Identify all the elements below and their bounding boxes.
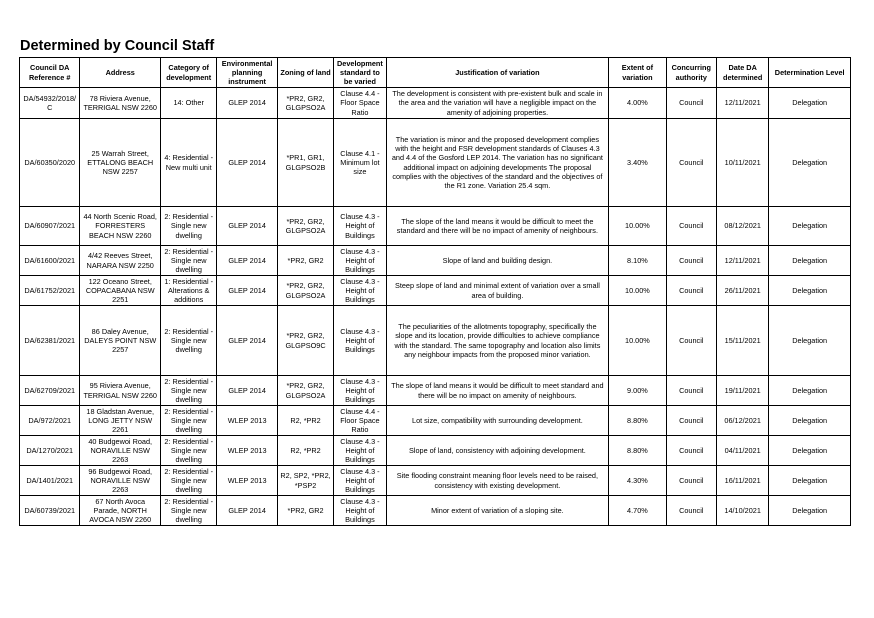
development-standard-cell: Clause 4.3 - Height of Buildings <box>334 436 386 466</box>
justification-cell: The slope of land means it would be difficult to meet standard and there will be no impact on amenity of neighbours. <box>386 376 609 406</box>
planning-instrument-cell: GLEP 2014 <box>217 306 277 376</box>
planning-instrument-cell: WLEP 2013 <box>217 436 277 466</box>
address-cell: 4/42 Reeves Street, NARARA NSW 2250 <box>80 246 161 276</box>
planning-instrument-cell: WLEP 2013 <box>217 466 277 496</box>
table-row <box>20 466 851 496</box>
concurring-authority-cell: Council <box>666 376 716 406</box>
zoning-cell: R2, *PR2 <box>277 436 333 466</box>
table-row <box>20 246 851 276</box>
determination-level-cell: Delegation <box>769 376 851 406</box>
column-header: Council DA Reference # <box>20 58 80 88</box>
justification-cell: Slope of land, consistency with adjoining development. <box>386 436 609 466</box>
address-cell: 86 Daley Avenue, DALEYS POINT NSW 2257 <box>80 306 161 376</box>
determination-level-cell: Delegation <box>769 406 851 436</box>
category-cell: 14: Other <box>161 88 217 119</box>
table-row <box>20 88 851 119</box>
da-reference-cell: DA/54932/2018/C <box>20 88 80 119</box>
date-determined-cell: 16/11/2021 <box>716 466 768 496</box>
da-reference-cell: DA/62381/2021 <box>20 306 80 376</box>
concurring-authority-cell: Council <box>666 496 716 526</box>
table-row <box>20 276 851 306</box>
date-determined-cell: 12/11/2021 <box>716 88 768 119</box>
table-row <box>20 496 851 526</box>
column-header: Determination Level <box>769 58 851 88</box>
column-header: Justification of variation <box>386 58 609 88</box>
date-determined-cell: 26/11/2021 <box>716 276 768 306</box>
development-standard-cell: Clause 4.3 - Height of Buildings <box>334 376 386 406</box>
category-cell: 1: Residential - Alterations & additions <box>161 276 217 306</box>
table-row <box>20 306 851 376</box>
development-standard-cell: Clause 4.3 - Height of Buildings <box>334 207 386 246</box>
column-header: Zoning of land <box>277 58 333 88</box>
concurring-authority-cell: Council <box>666 88 716 119</box>
justification-cell: Minor extent of variation of a sloping site. <box>386 496 609 526</box>
extent-of-variation-cell: 8.10% <box>609 246 666 276</box>
development-standard-cell: Clause 4.3 - Height of Buildings <box>334 246 386 276</box>
table-row <box>20 406 851 436</box>
category-cell: 2: Residential - Single new dwelling <box>161 496 217 526</box>
zoning-cell: *PR2, GR2, GLGPSO2A <box>277 276 333 306</box>
column-header: Development standard to be varied <box>334 58 386 88</box>
column-header: Address <box>80 58 161 88</box>
da-reference-cell: DA/62709/2021 <box>20 376 80 406</box>
concurring-authority-cell: Council <box>666 436 716 466</box>
extent-of-variation-cell: 10.00% <box>609 306 666 376</box>
address-cell: 40 Budgewoi Road, NORAVILLE NSW 2263 <box>80 436 161 466</box>
address-cell: 25 Warrah Street, ETTALONG BEACH NSW 2257 <box>80 119 161 207</box>
concurring-authority-cell: Council <box>666 406 716 436</box>
planning-instrument-cell: GLEP 2014 <box>217 119 277 207</box>
zoning-cell: *PR2, GR2, GLGPSO9C <box>277 306 333 376</box>
category-cell: 2: Residential - Single new dwelling <box>161 466 217 496</box>
date-determined-cell: 06/12/2021 <box>716 406 768 436</box>
header-row <box>20 58 851 88</box>
justification-cell: Lot size, compatibility with surrounding development. <box>386 406 609 436</box>
date-determined-cell: 10/11/2021 <box>716 119 768 207</box>
justification-cell: The development is consistent with pre-existent bulk and scale in the area and the variation will have a negligible impact on the amenity of adjoining properties. <box>386 88 609 119</box>
planning-instrument-cell: GLEP 2014 <box>217 376 277 406</box>
column-header: Environmental planning instrument <box>217 58 277 88</box>
date-determined-cell: 08/12/2021 <box>716 207 768 246</box>
determination-level-cell: Delegation <box>769 88 851 119</box>
development-standard-cell: Clause 4.3 - Height of Buildings <box>334 496 386 526</box>
determination-level-cell: Delegation <box>769 496 851 526</box>
extent-of-variation-cell: 4.00% <box>609 88 666 119</box>
determination-level-cell: Delegation <box>769 306 851 376</box>
zoning-cell: *PR2, GR2 <box>277 496 333 526</box>
da-reference-cell: DA/61752/2021 <box>20 276 80 306</box>
column-header: Extent of variation <box>609 58 666 88</box>
address-cell: 44 North Scenic Road, FORRESTERS BEACH NSW 2260 <box>80 207 161 246</box>
address-cell: 67 North Avoca Parade, NORTH AVOCA NSW 2260 <box>80 496 161 526</box>
date-determined-cell: 12/11/2021 <box>716 246 768 276</box>
determination-level-cell: Delegation <box>769 276 851 306</box>
extent-of-variation-cell: 4.30% <box>609 466 666 496</box>
development-standard-cell: Clause 4.1 - Minimum lot size <box>334 119 386 207</box>
extent-of-variation-cell: 8.80% <box>609 406 666 436</box>
date-determined-cell: 19/11/2021 <box>716 376 768 406</box>
justification-cell: Site flooding constraint meaning floor levels need to be raised, consistency with existing development. <box>386 466 609 496</box>
address-cell: 122 Oceano Street, COPACABANA NSW 2251 <box>80 276 161 306</box>
determination-level-cell: Delegation <box>769 436 851 466</box>
planning-instrument-cell: GLEP 2014 <box>217 276 277 306</box>
zoning-cell: *PR2, GR2 <box>277 246 333 276</box>
da-reference-cell: DA/60350/2020 <box>20 119 80 207</box>
concurring-authority-cell: Council <box>666 207 716 246</box>
da-reference-cell: DA/60739/2021 <box>20 496 80 526</box>
development-standard-cell: Clause 4.4 - Floor Space Ratio <box>334 406 386 436</box>
category-cell: 2: Residential - Single new dwelling <box>161 436 217 466</box>
category-cell: 2: Residential - Single new dwelling <box>161 207 217 246</box>
justification-cell: Slope of land and building design. <box>386 246 609 276</box>
zoning-cell: *PR2, GR2, GLGPSO2A <box>277 207 333 246</box>
da-reference-cell: DA/1270/2021 <box>20 436 80 466</box>
concurring-authority-cell: Council <box>666 276 716 306</box>
development-standard-cell: Clause 4.3 - Height of Buildings <box>334 466 386 496</box>
extent-of-variation-cell: 8.80% <box>609 436 666 466</box>
justification-cell: The variation is minor and the proposed development complies with the height and FSR development standards of Clauses 4.3 and 4.4 of the Gosford LEP 2014. The variation has no significant additional impact on adjoining developments The proposal complies with the objectives of the standard and the objectives of the R1 zone. Variation 25.4 sqm. <box>386 119 609 207</box>
extent-of-variation-cell: 9.00% <box>609 376 666 406</box>
planning-instrument-cell: GLEP 2014 <box>217 246 277 276</box>
table-row <box>20 207 851 246</box>
zoning-cell: *PR2, GR2, GLGPSO2A <box>277 88 333 119</box>
category-cell: 4: Residential - New multi unit <box>161 119 217 207</box>
zoning-cell: *PR2, GR2, GLGPSO2A <box>277 376 333 406</box>
table-row <box>20 119 851 207</box>
da-reference-cell: DA/61600/2021 <box>20 246 80 276</box>
extent-of-variation-cell: 10.00% <box>609 276 666 306</box>
concurring-authority-cell: Council <box>666 119 716 207</box>
page-title: Determined by Council Staff <box>20 38 215 54</box>
concurring-authority-cell: Council <box>666 246 716 276</box>
address-cell: 95 Riviera Avenue, TERRIGAL NSW 2260 <box>80 376 161 406</box>
justification-cell: The slope of the land means it would be difficult to meet the standard and there will be no impact of amenity of neighbours. <box>386 207 609 246</box>
justification-cell: Steep slope of land and minimal extent of variation over a small area of building. <box>386 276 609 306</box>
date-determined-cell: 15/11/2021 <box>716 306 768 376</box>
table-body <box>20 88 851 526</box>
determination-level-cell: Delegation <box>769 246 851 276</box>
column-header: Date DA determined <box>716 58 768 88</box>
address-cell: 96 Budgewoi Road, NORAVILLE NSW 2263 <box>80 466 161 496</box>
development-standard-cell: Clause 4.4 - Floor Space Ratio <box>334 88 386 119</box>
determination-level-cell: Delegation <box>769 207 851 246</box>
category-cell: 2: Residential - Single new dwelling <box>161 246 217 276</box>
da-reference-cell: DA/1401/2021 <box>20 466 80 496</box>
planning-instrument-cell: GLEP 2014 <box>217 207 277 246</box>
da-reference-cell: DA/972/2021 <box>20 406 80 436</box>
extent-of-variation-cell: 4.70% <box>609 496 666 526</box>
planning-instrument-cell: WLEP 2013 <box>217 406 277 436</box>
table-row <box>20 436 851 466</box>
concurring-authority-cell: Council <box>666 466 716 496</box>
table-row <box>20 376 851 406</box>
zoning-cell: R2, SP2, *PR2, *PSP2 <box>277 466 333 496</box>
da-reference-cell: DA/60907/2021 <box>20 207 80 246</box>
address-cell: 78 Riviera Avenue, TERRIGAL NSW 2260 <box>80 88 161 119</box>
extent-of-variation-cell: 3.40% <box>609 119 666 207</box>
development-standard-cell: Clause 4.3 - Height of Buildings <box>334 306 386 376</box>
extent-of-variation-cell: 10.00% <box>609 207 666 246</box>
zoning-cell: R2, *PR2 <box>277 406 333 436</box>
address-cell: 18 Gladstan Avenue, LONG JETTY NSW 2261 <box>80 406 161 436</box>
justification-cell: The peculiarities of the allotments topography, specifically the slope and its location, provide difficulties to achieve compliance with the standard. The same topography and location also limits any neighbour impacts from the proposed minor variation. <box>386 306 609 376</box>
category-cell: 2: Residential - Single new dwelling <box>161 376 217 406</box>
date-determined-cell: 04/11/2021 <box>716 436 768 466</box>
column-header: Concurring authority <box>666 58 716 88</box>
concurring-authority-cell: Council <box>666 306 716 376</box>
determinations-table <box>19 57 851 526</box>
planning-instrument-cell: GLEP 2014 <box>217 496 277 526</box>
category-cell: 2: Residential - Single new dwelling <box>161 306 217 376</box>
planning-instrument-cell: GLEP 2014 <box>217 88 277 119</box>
date-determined-cell: 14/10/2021 <box>716 496 768 526</box>
column-header: Category of development <box>161 58 217 88</box>
determination-level-cell: Delegation <box>769 466 851 496</box>
development-standard-cell: Clause 4.3 - Height of Buildings <box>334 276 386 306</box>
determination-level-cell: Delegation <box>769 119 851 207</box>
zoning-cell: *PR1, GR1, GLGPSO2B <box>277 119 333 207</box>
category-cell: 2: Residential - Single new dwelling <box>161 406 217 436</box>
